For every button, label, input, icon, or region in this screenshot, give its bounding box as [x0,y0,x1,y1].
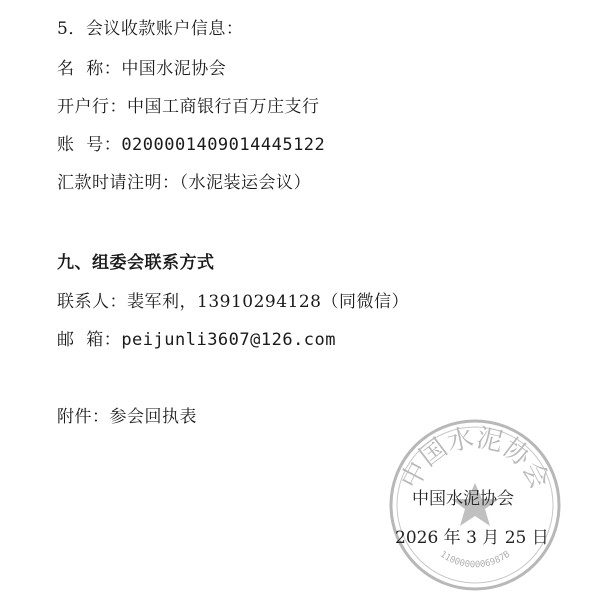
seal-number: 1100000006987B [437,549,513,571]
email-link[interactable]: peijunli3607@126.com [121,330,337,350]
signature-date: 2026 年 3 月 25 日 [395,528,549,548]
email-row [57,329,336,351]
attachment-label: 附件： [57,407,110,427]
contact-heading: 九、组委会联系方式 [57,253,215,273]
bank-label: 开户行： [57,97,127,117]
bank-row [57,96,320,118]
payee-name-label: 名 称： [57,59,122,79]
seal-text: 中国水泥协会 [395,423,555,494]
contact-person-row [57,291,409,313]
account-label: 账 号： [57,135,122,155]
payee-name-row [57,58,226,80]
contact-person-value: 裴军利，13910294128（同微信） [127,292,409,312]
bank-value: 中国工商银行百万庄支行 [127,97,320,117]
payee-name-value: 中国水泥协会 [121,59,227,79]
remittance-note-row [57,172,311,194]
payment-heading: 5．会议收款账户信息： [57,19,244,39]
attachment-row [57,406,197,428]
contact-person-label: 联系人： [57,292,127,312]
account-row [57,134,325,156]
attachment-link[interactable]: 参会回执表 [109,407,197,427]
email-label: 邮 箱： [57,330,122,350]
remittance-note-label: 汇款时请注明： [57,173,180,193]
account-number: 0200001409014445122 [121,135,326,155]
remittance-note-value: （水泥装运会议） [179,173,311,193]
signature-organization: 中国水泥协会 [412,489,514,509]
